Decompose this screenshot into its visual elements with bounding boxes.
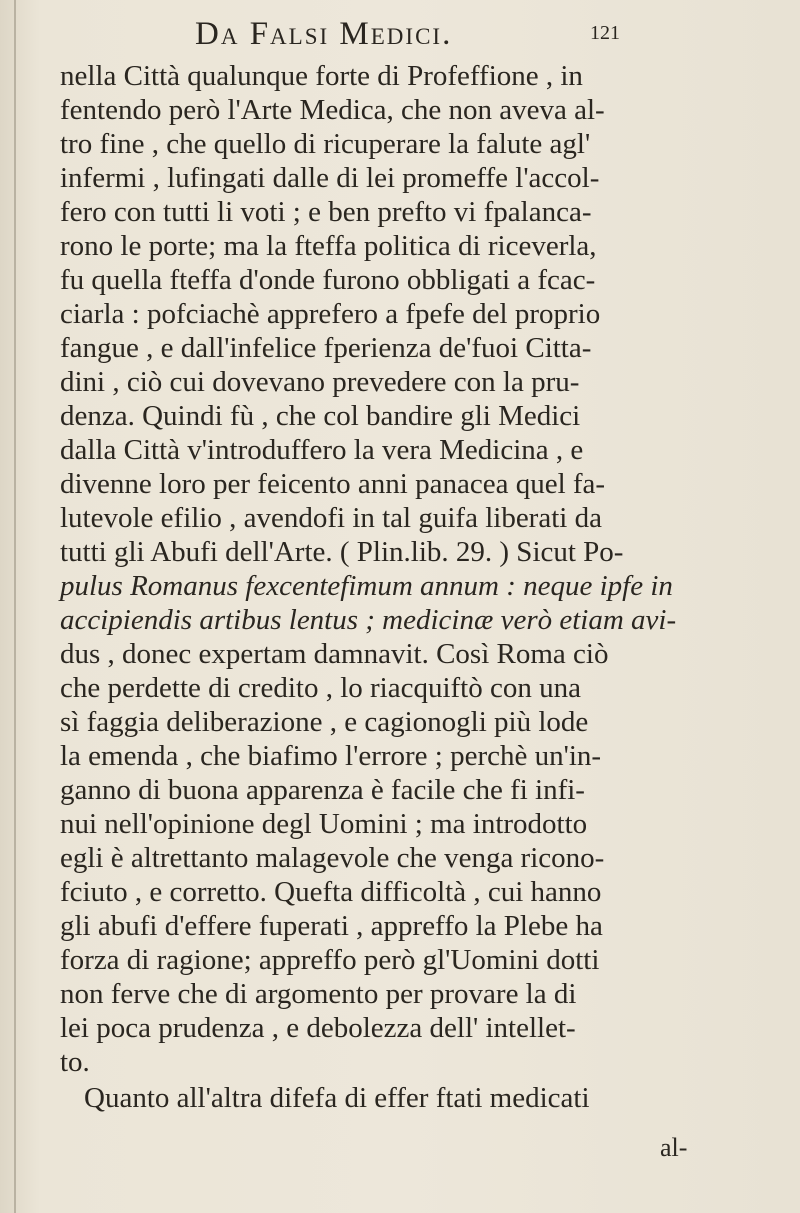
text-line: sì faggia deliberazione , e cagionogli più lode	[60, 706, 589, 738]
latin-quote-line: accipiendis artibus lentus ; medicinæ verò etiam avi-	[60, 604, 677, 636]
text-line: gli abufi d'effere fuperati , appreffo la Plebe ha	[60, 910, 603, 942]
text-line: ganno di buona apparenza è facile che fi infi-	[60, 774, 585, 806]
text-line: fero con tutti li voti ; e ben prefto vi fpalanca-	[60, 196, 592, 228]
page-number: 121	[590, 22, 620, 44]
text-line: lutevole efilio , avendofi in tal guifa liberati da	[60, 502, 602, 534]
latin-quote-line: pulus Romanus fexcentefimum annum : neque ipfe in	[60, 570, 673, 602]
text-line: fu quella fteffa d'onde furono obbligati a fcac-	[60, 264, 596, 296]
text-line: non ferve che di argomento per provare la di	[60, 978, 577, 1010]
page-gutter-edge	[14, 0, 16, 1213]
paragraph-start-line: Quanto all'altra difefa di effer ftati medicati	[84, 1082, 590, 1114]
text-line: lei poca prudenza , e debolezza dell' intellet-	[60, 1012, 576, 1044]
text-line: dalla Città v'introduffero la vera Medicina , e	[60, 434, 584, 466]
text-line: che perdette di credito , lo riacquiftò con una	[60, 672, 581, 704]
text-line: dini , ciò cui dovevano prevedere con la pru-	[60, 366, 580, 398]
text-line: to.	[60, 1046, 90, 1078]
text-line: la emenda , che biafimo l'errore ; perchè un'in-	[60, 740, 602, 772]
text-line: infermi , lufingati dalle di lei promeffe l'accol-	[60, 162, 600, 194]
text-line: divenne loro per feicento anni panacea quel fa-	[60, 468, 606, 500]
catchword: al-	[660, 1133, 688, 1162]
text-line: ciarla : pofciachè apprefero a fpefe del proprio	[60, 298, 601, 330]
text-line: dus , donec expertam damnavit. Così Roma ciò	[60, 638, 609, 670]
text-line: tutti gli Abufi dell'Arte. ( Plin.lib. 29. ) Sicut Po-	[60, 536, 624, 568]
text-line: fangue , e dall'infelice fperienza de'fuoi Citta-	[60, 332, 592, 364]
text-line: fentendo però l'Arte Medica, che non aveva al-	[60, 94, 605, 126]
running-head: Da Falsi Medici.	[195, 16, 453, 52]
text-line: rono le porte; ma la fteffa politica di riceverla,	[60, 230, 597, 262]
page-header	[195, 16, 655, 56]
text-line: forza di ragione; appreffo però gl'Uomini dotti	[60, 944, 600, 976]
text-line: nui nell'opinione degl Uomini ; ma introdotto	[60, 808, 588, 840]
text-line: fciuto , e corretto. Quefta difficoltà , cui hanno	[60, 876, 602, 908]
text-line: egli è altrettanto malagevole che venga ricono-	[60, 842, 605, 874]
text-line: denza. Quindi fù , che col bandire gli Medici	[60, 400, 581, 432]
text-line: tro fine , che quello di ricuperare la falute agl'	[60, 128, 591, 160]
text-line: nella Città qualunque forte di Profeffione , in	[60, 60, 583, 92]
